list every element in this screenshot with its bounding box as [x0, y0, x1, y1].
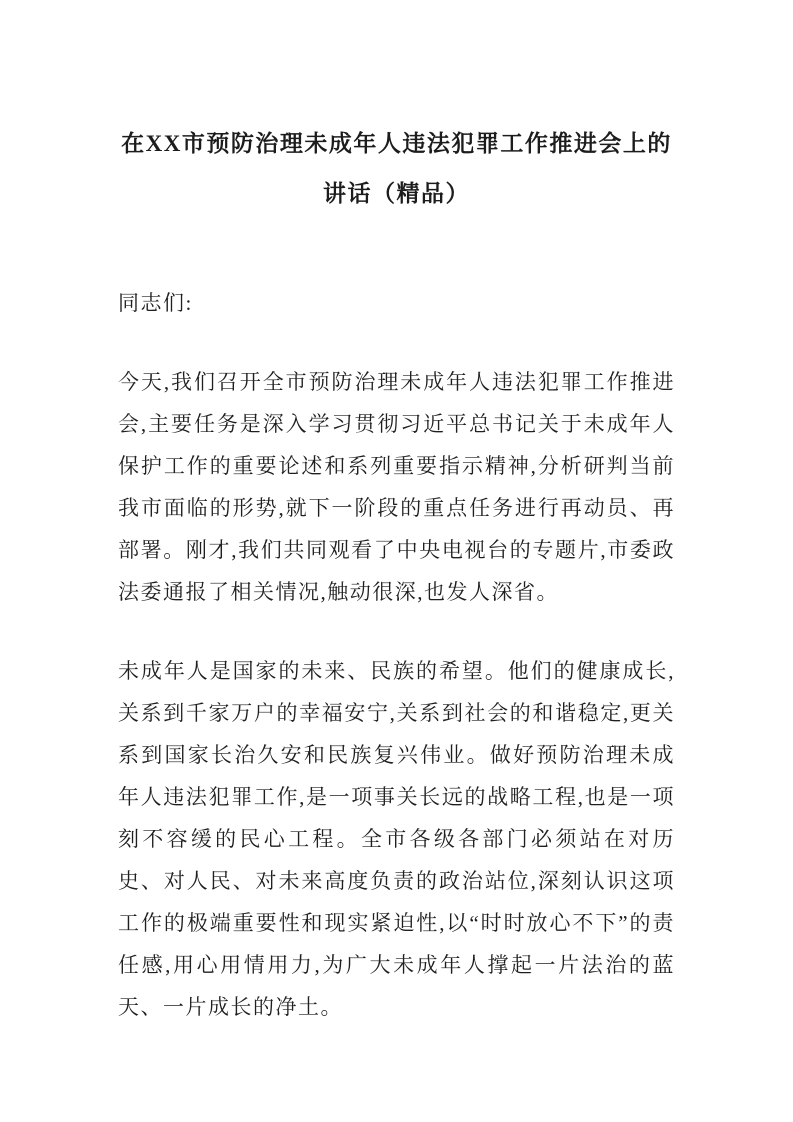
- body-paragraph-1: 今天,我们召开全市预防治理未成年人违法犯罪工作推进会,主要任务是深入学习贯彻习近平总书记关于未成年人保护工作的重要论述和系列重要指示精神,分析研判当前我市面临的形势,就下一阶段的重点任务进行再动员、再部署。刚才,我们共同观看了中央电视台的专题片,市委政法委通报了相关情况,触动很深,也发人深省。: [118, 370, 675, 604]
- body-paragraph-2: 未成年人是国家的未来、民族的希望。他们的健康成长,关系到千家万户的幸福安宁,关系到社会的和谐稳定,更关系到国家长治久安和民族复兴伟业。做好预防治理未成年人违法犯罪工作,是一项事关长远的战略工程,也是一项刻不容缓的民心工程。全市各级各部门必须站在对历史、对人民、对未来高度负责的政治站位,深刻认识这项工作的极端重要性和现实紧迫性,以“时时放心不下”的责任感,用心用情用力,为广大未成年人撑起一片法治的蓝天、一片成长的净土。: [118, 659, 675, 1019]
- salutation-paragraph: 同志们:: [118, 291, 193, 315]
- document-title: 在XX市预防治理未成年人违法犯罪工作推进会上的讲话（精品）: [121, 131, 672, 206]
